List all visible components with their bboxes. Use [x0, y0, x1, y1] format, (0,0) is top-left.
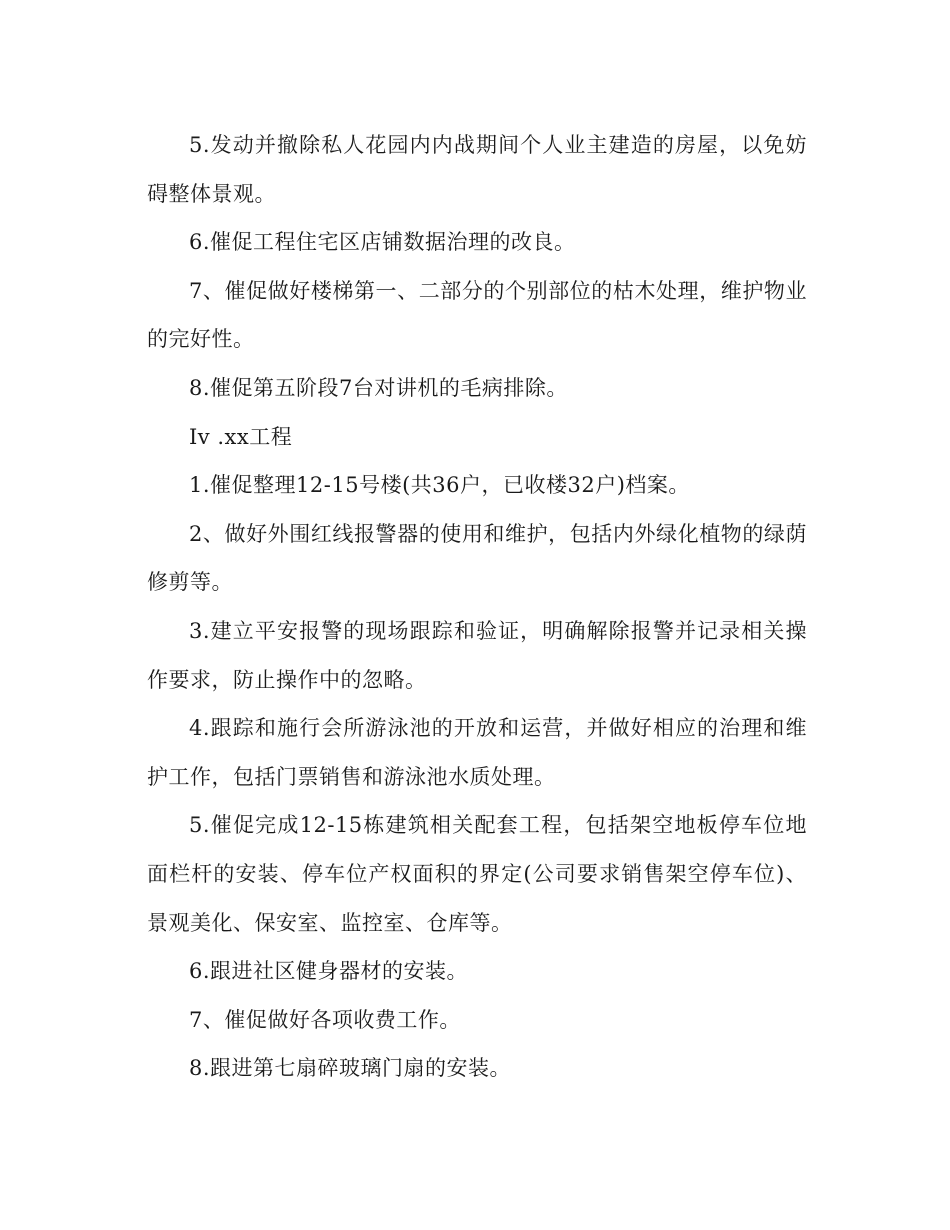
- paragraph: 8.催促第五阶段7台对讲机的毛病排除。: [189, 375, 568, 400]
- paragraph: 6.跟进社区健身器材的安装。: [189, 959, 469, 984]
- document-body: [147, 121, 807, 1093]
- paragraph: 7、催促做好楼梯第一、二部分的个别部位的枯木处理，维护物业的完好性。: [147, 278, 807, 352]
- paragraph: 4.跟踪和施行会所游泳池的开放和运营，并做好相应的治理和维护工作，包括门票销售和游泳池水质处理。: [147, 716, 807, 789]
- paragraph: 5.催促完成12-15栋建筑相关配套工程，包括架空地板停车位地面栏杆的安装、停车位产权面积的界定(公司要求销售架空停车位)、景观美化、保安室、监控室、仓库等。: [147, 813, 807, 935]
- paragraph: 8.跟进第七扇碎玻璃门扇的安装。: [189, 1056, 512, 1081]
- paragraph: 6.催促工程住宅区店铺数据治理的改良。: [189, 230, 576, 255]
- paragraph: 2、做好外围红线报警器的使用和维护，包括内外绿化植物的绿荫修剪等。: [147, 521, 807, 595]
- paragraph: 3.建立平安报警的现场跟踪和验证，明确解除报警并记录相关操作要求，防止操作中的忽略。: [147, 618, 807, 692]
- paragraph: 7、催促做好各项收费工作。: [189, 1007, 461, 1032]
- paragraph: 1.催促整理12-15号楼(共36户，已收楼32户)档案。: [189, 473, 690, 498]
- paragraph: 5.发动并撤除私人花园内内战期间个人业主建造的房屋，以免妨碍整体景观。: [147, 133, 807, 206]
- section-heading: Iv .xx工程: [189, 424, 293, 449]
